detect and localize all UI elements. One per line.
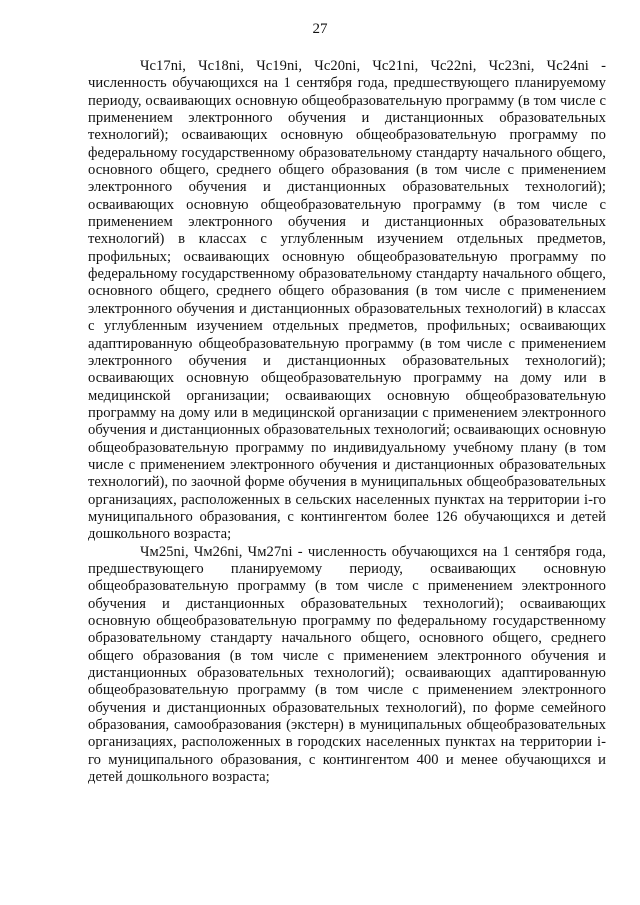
page-number: 27 [312,21,328,37]
paragraph-urban-schools: Чм25ni, Чм26ni, Чм27ni - численность обучающихся на 1 сентября года, предшествующего планируемому периоду, осваивающих основную общеобразовательную программу (в том числе с применением электронного обучения и дистанционных образовательных технологий); осваивающих основную общеобразовательную программу по федеральному государственному образовательному стандарту начального общего, основного общего, среднего общего образования (в том числе с применением электронного обучения и дистанционных образовательных технологий); осваивающих адаптированную общеобразовательную программу (в том числе с применением электронного обучения и дистанционных образовательных технологий), по форме семейного образования, самообразования (экстерн) в муниципальных общеобразовательных организациях, расположенных в городских населенных пунктах на территории i-го муниципального образования, с контингентом 400 и менее обучающихся и детей дошкольного возраста; [88,543,606,786]
document-body [88,58,606,786]
paragraph-rural-schools: Чс17ni, Чс18ni, Чс19ni, Чс20ni, Чс21ni, Чс22ni, Чс23ni, Чс24ni - численность обучающихся на 1 сентября года, предшествующего планируемому периоду, осваивающих основную общеобразовательную программу (в том числе с применением электронного обучения и дистанционных образовательных технологий); осваивающих основную общеобразовательную программу по федеральному государственному образовательному стандарту начального общего, основного общего, среднего общего образования (в том числе с применением электронного обучения и дистанционных образовательных технологий); осваивающих основную общеобразовательную программу (в том числе с применением электронного обучения и дистанционных образовательных технологий) в классах с углубленным изучением отдельных предметов, профильных; осваивающих основную общеобразовательную программу по федеральному государственному образовательному стандарту начального общего, основного общего, среднего общего образования (в том числе с применением электронного обучения и дистанционных образовательных технологий) в классах с углубленным изучением отдельных предметов, профильных; осваивающих адаптированную общеобразовательную программу (в том числе с применением электронного обучения и дистанционных образовательных технологий); осваивающих основную общеобразовательную программу на дому или в медицинской организации; осваивающих основную общеобразовательную программу на дому или в медицинской организации с применением электронного обучения и дистанционных образовательных технологий; осваивающих основную общеобразовательную программу по индивидуальному учебному плану (в том числе с применением электронного обучения и дистанционных образовательных технологий), по заочной форме обучения в муниципальных общеобразовательных организациях, расположенных в сельских населенных пунктах на территории i-го муниципального образования, с контингентом более 126 обучающихся и детей дошкольного возраста; [88,58,606,543]
